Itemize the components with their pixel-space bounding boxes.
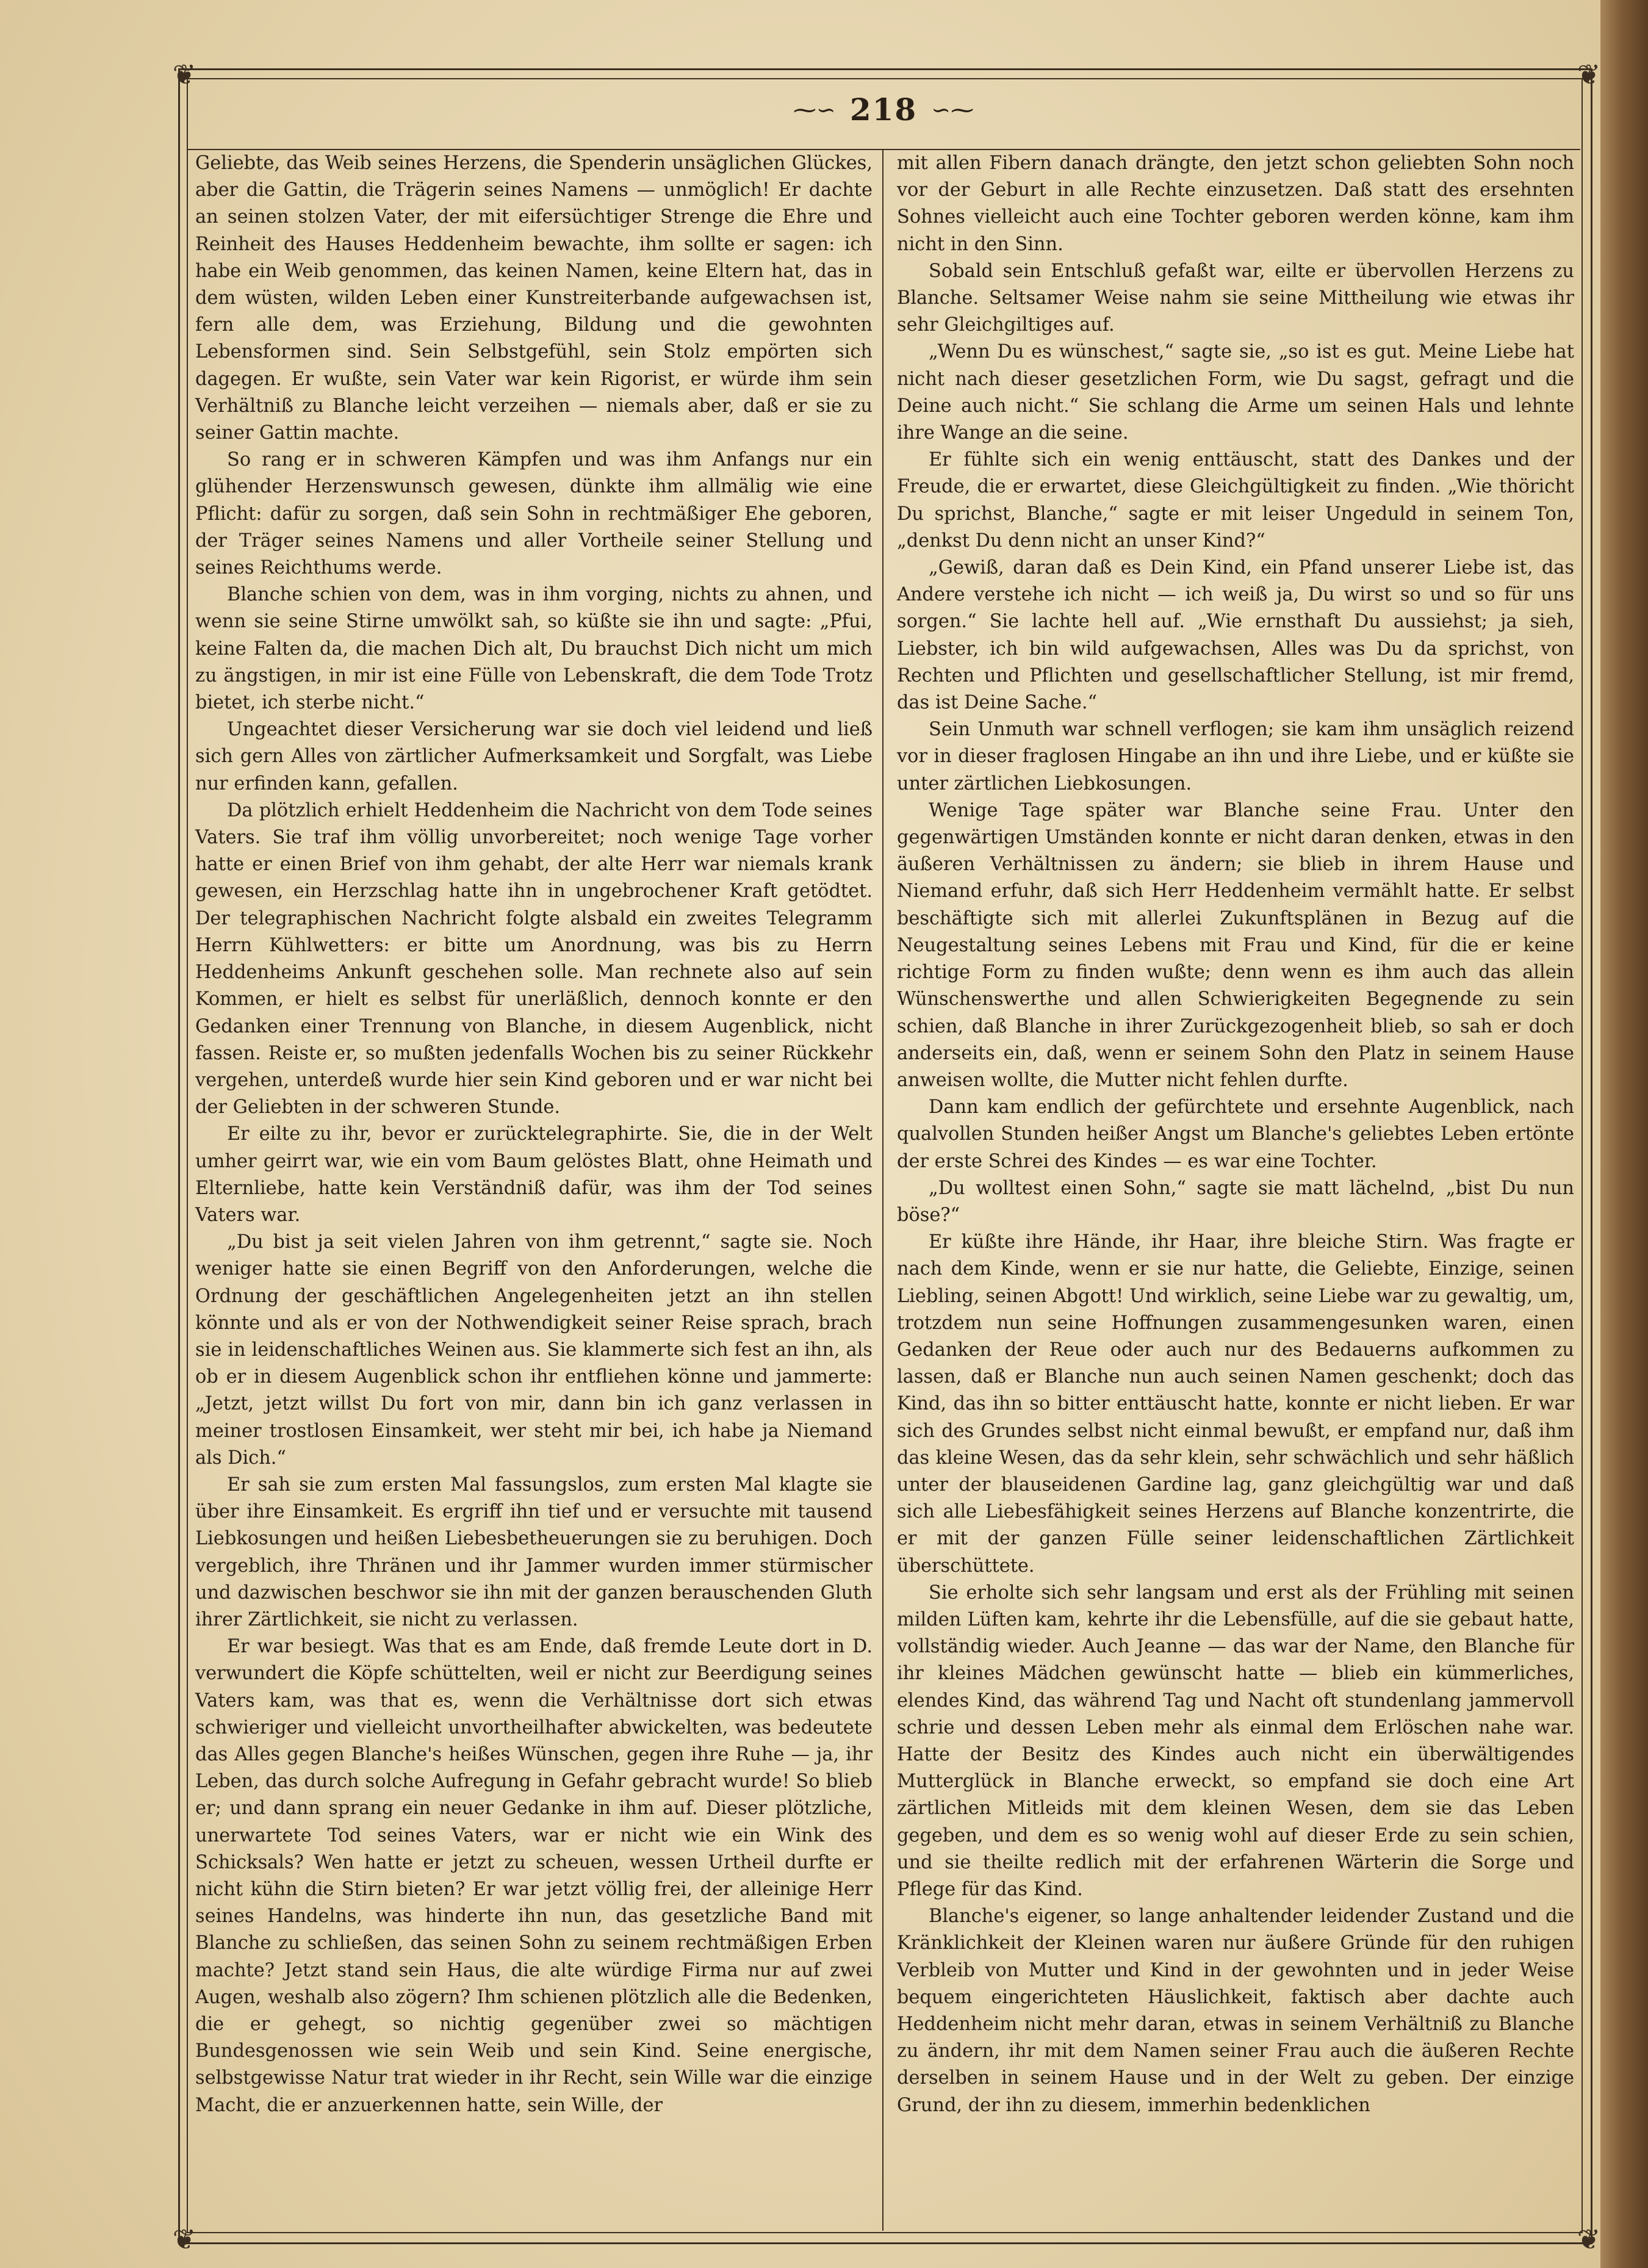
paragraph: Er küßte ihre Hände, ihr Haar, ihre bleiche Stirn. Was fragte er nach dem Kinde, wenn er sie nur hatte, die Geliebte, Einzige, seinen Liebling, seinen Abgott! Und wirklich, seine Liebe war zu gewaltig, um, trotzdem nun seine Hoffnungen zusammengesunken waren, einen Gedanken der Reue oder auch nur des Bedauerns aufkommen zu lassen, daß er Blanche nun auch seinen Namen geschenkt; doch das Kind, das ihn so bitter enttäuscht hatte, konnte er nicht lieben. Er war sich des Grundes selbst nicht einmal bewußt, er empfand nur, daß ihm das kleine Wesen, das da sehr klein, sehr schwächlich und sehr häßlich unter der blauseidenen Gardine lag, ganz gleichgültig war und daß sich alle Liebesfähigkeit seines Herzens auf Blanche konzentrirte, die er mit der ganzen Fülle seiner leidenschaftlichen Zärtlichkeit überschüttete. [897,1231,1574,1577]
corner-ornament-icon: ❦ [1577,58,1601,91]
paragraph: Geliebte, das Weib seines Herzens, die Spenderin unsäglichen Glückes, aber die Gattin, die Trägerin seines Namens — unmöglich! Er dachte an seinen stolzen Vater, der mit eifersüchtiger Strenge die Ehre und Reinheit des Hauses Heddenheim bewachte, ihm sollte er sagen: ich habe ein Weib genommen, das keinen Namen, keine Eltern hat, das in dem wüsten, wilden Leben einer Kunstreiterbande aufgewachsen ist, fern alle dem, was Erziehung, Bildung und die gewohnten Lebensformen sind. Sein Selbstgefühl, sein Stolz empörten sich dagegen. Er wußte, sein Vater war kein Rigorist, er würde ihm sein Verhältniß zu Blanche leicht verzeihen — niemals aber, daß er sie zu seiner Gattin machte. [195,153,873,444]
book-binding-edge [1600,0,1648,2268]
page-number: 218 [849,92,918,128]
paragraph: „Du wolltest einen Sohn,“ sagte sie matt lächelnd, „bist Du nun böse?“ [897,1177,1574,1226]
paragraph: Sie erholte sich sehr langsam und erst als der Frühling mit seinen milden Lüften kam, kehrte ihr die Lebensfülle, auf die sie gebaut hatte, vollständig wieder. Auch Jeanne — das war der Name, den Blanche für ihr kleines Mädchen gewünscht hatte — blieb ein kümmerliches, elendes Kind, das während Tag und Nacht oft stundenlang jammervoll schrie und dessen Leben mehr als einmal dem Erlöschen nahe war. Hatte der Besitz des Kindes auch nicht ein überwältigendes Mutterglück in Blanche erweckt, so empfand sie doch eine Art zärtlichen Mitleids mit dem kleinen Wesen, dem sie das Leben gegeben, und dem es so wenig wohl auf dieser Erde zu sein schien, und sie theilte redlich mit der erfahrenen Wärterin die Sorge und Pflege für das Kind. [897,1582,1574,1900]
paragraph: Er eilte zu ihr, bevor er zurücktelegraphirte. Sie, die in der Welt umher geirrt war, wie ein vom Baum gelöstes Blatt, ohne Heimath und Elternliebe, hatte kein Verständniß dafür, was ihm der Tod seines Vaters war. [195,1123,873,1226]
paragraph: Wenige Tage später war Blanche seine Frau. Unter den gegenwärtigen Umständen konnte er nicht daran denken, etwas in den äußeren Verhältnissen zu ändern; sie blieb in ihrem Hause und Niemand erfuhr, daß sich Herr Heddenheim vermählt hatte. Er selbst beschäftigte sich mit allerlei Zukunftsplänen in Bezug auf die Neugestaltung seines Lebens mit Frau und Kind, für die er keine richtige Form zu finden wußte; denn wenn es ihm auch das allein Wünschenswerthe und allen Schwierigkeiten Begegnende zu sein schien, daß Blanche in ihrer Zurückgezogenheit blieb, so sah er doch anderseits ein, daß, wenn er seinem Sohn den Platz in seinem Hause anweisen wollte, die Mutter nicht fehlen durfte. [897,799,1574,1091]
paragraph: So rang er in schweren Kämpfen und was ihm Anfangs nur ein glühender Herzenswunsch gewesen, dünkte ihm allmälig wie eine Pflicht: dafür zu sorgen, daß sein Sohn in rechtmäßiger Ehe geboren, der Träger seines Namens und aller Vortheile seiner Stellung und seines Reichthums werde. [195,449,873,579]
right-column [897,150,1574,2212]
paragraph: „Du bist ja seit vielen Jahren von ihm getrennt,“ sagte sie. Noch weniger hatte sie einen Begriff von den Anforderungen, welche die Ordnung der geschäftlichen Angelegenheiten jetzt an ihn stellen könnte und als er von der Nothwendigkeit seiner Reise sprach, brach sie in leidenschaftliches Weinen aus. Sie klammerte sich fest an ihn, als ob er in diesem Augenblick schon ihr entfliehen könne und jammerte: „Jetzt, jetzt willst Du fort von mir, dann bin ich ganz verlassen in meiner trostlosen Einsamkeit, wer steht mir bei, ich habe ja Niemand als Dich.“ [195,1231,873,1469]
paragraph: Da plötzlich erhielt Heddenheim die Nachricht von dem Tode seines Vaters. Sie traf ihm völlig unvorbereitet; noch wenige Tage vorher hatte er einen Brief von ihm gehabt, der alte Herr war niemals krank gewesen, ein Herzschlag hatte ihn in ungebrochener Kraft getödtet. Der telegraphischen Nachricht folgte alsbald ein zweites Telegramm Herrn Kühlwetters: er bitte um Anordnung, was bis zu Herrn Heddenheims Ankunft geschehen solle. Man rechnete also auf sein Kommen, er hielt es selbst für unerläßlich, dennoch konnte er den Gedanken einer Trennung von Blanche, in diesem Augenblick, nicht fassen. Reiste er, so mußten jedenfalls Wochen bis zu seiner Rückkehr vergehen, unterdeß wurde hier sein Kind geboren und er war nicht bei der Geliebten in der schweren Stunde. [195,799,873,1118]
paragraph: Sein Unmuth war schnell verflogen; sie kam ihm unsäglich reizend vor in dieser fraglosen Hingabe an ihn und ihre Liebe, und er küßte sie unter zärtlichen Liebkosungen. [897,719,1574,794]
paragraph: Er war besiegt. Was that es am Ende, daß fremde Leute dort in D. verwundert die Köpfe schüttelten, weil er nicht zur Beerdigung seines Vaters kam, was that es, wenn die Verhältnisse dort sich etwas schwieriger und vielleicht unvortheilhafter abwickelten, was bedeutete das Alles gegen Blanche's heißes Wünschen, gegen ihre Ruhe — ja, ihr Leben, das durch solche Aufregung in Gefahr gebracht wurde! So blieb er; und dann sprang ein neuer Gedanke in ihm auf. Dieser plötzliche, unerwartete Tod seines Vaters, war er nicht wie ein Wink des Schicksals? Wen hatte er jetzt zu scheuen, wessen Urtheil durfte er nicht kühn die Stirn bieten? Er war jetzt völlig frei, der alleinige Herr seines Handelns, was hinderte ihn nun, das gesetzliche Band mit Blanche zu schließen, das seinen Sohn zu seinem rechtmäßigen Erben machte? Jetzt stand sein Haus, die alte würdige Firma nur auf zwei Augen, weshalb also zögern? Ihm schienen plötzlich alle die Bedenken, die er gehegt, so nichtig gegenüber zwei so mächtigen Bundesgenossen wie sein Weib und sein Kind. Seine energische, selbstgewisse Natur trat wieder in ihr Recht, sein Wille war die einzige Macht, die er anzuerkennen hatte, sein Wille, der [195,1636,873,2116]
corner-ornament-icon: ❦ [172,58,196,91]
paragraph: „Wenn Du es wünschest,“ sagte sie, „so ist es gut. Meine Liebe hat nicht nach dieser gesetzlichen Form, wie Du sagst, gefragt und die Deine auch nicht.“ Sie schlang die Arme um seinen Hals und lehnte ihre Wange an die seine. [897,341,1574,444]
page-header [187,92,1580,153]
paragraph: mit allen Fibern danach drängte, den jetzt schon geliebten Sohn noch vor der Geburt in alle Rechte einzusetzen. Daß statt des ersehnten Sohnes vielleicht auch eine Tochter geboren werden könne, kam ihm nicht in den Sinn. [897,153,1574,255]
corner-ornament-icon: ❦ [172,2223,196,2256]
column-divider [882,150,883,2231]
right-flourish-icon: ∽⁓ [931,96,974,123]
paragraph: Dann kam endlich der gefürchtete und ersehnte Augenblick, nach qualvollen Stunden heißer Angst um Blanche's geliebtes Leben ertönte der erste Schrei des Kindes — es war eine Tochter. [897,1096,1574,1172]
paragraph: Sobald sein Entschluß gefaßt war, eilte er übervollen Herzens zu Blanche. Seltsamer Weise nahm sie seine Mittheilung wie etwas ihr sehr Gleichgiltiges auf. [897,260,1574,336]
left-flourish-icon: ⁓∽ [793,96,836,123]
corner-ornament-icon: ❦ [1577,2223,1601,2256]
paragraph: Er sah sie zum ersten Mal fassungslos, zum ersten Mal klagte sie über ihre Einsamkeit. Es ergriff ihn tief und er versuchte mit tausend Liebkosungen und heißen Liebesbetheuerungen sie zu beruhigen. Doch vergeblich, ihre Thränen und ihr Jammer wurden immer stürmischer und dazwischen beschwor sie ihn mit der ganzen berauschenden Gluth ihrer Zärtlichkeit, sie nicht zu verlassen. [195,1474,873,1630]
paragraph: „Gewiß, daran daß es Dein Kind, ein Pfand unserer Liebe ist, das Andere verstehe ich nicht — ich weiß ja, Du wirst so und so für uns sorgen.“ Sie lachte hell auf. „Wie ernsthaft Du aussiehst; ja sieh, Liebster, ich bin wild aufgewachsen, Alles was Du da sprichst, von Rechten und Pflichten und gesellschaftlicher Stellung, ist mir fremd, das ist Deine Sache.“ [897,557,1574,714]
paragraph: Blanche's eigener, so lange anhaltender leidender Zustand und die Kränklichkeit der Kleinen waren nur äußere Gründe für den ruhigen Verbleib von Mutter und Kind in der gewohnten und in jeder Weise bequem eingerichteten Häuslichkeit, faktisch aber dachte auch Heddenheim nicht mehr daran, etwas in seinem Verhältniß zu Blanche zu ändern, ihr mit dem Namen seiner Frau auch die äußeren Rechte derselben in seinem Hause und in der Welt zu geben. Der einzige Grund, der ihn zu diesem, immerhin bedenklichen [897,1906,1574,2116]
paragraph: Er fühlte sich ein wenig enttäuscht, statt des Dankes und der Freude, die er erwartet, diese Gleichgültigkeit zu finden. „Wie thöricht Du sprichst, Blanche,“ sagte er mit leiser Ungeduld in seinem Ton, „denkst Du denn nicht an unser Kind?“ [897,449,1574,552]
paragraph: Blanche schien von dem, was in ihm vorging, nichts zu ahnen, und wenn sie seine Stirne umwölkt sah, so küßte sie ihn und sagte: „Pfui, keine Falten da, die machen Dich alt, Du brauchst Dich nicht um mich zu ängstigen, in mir ist eine Fülle von Lebenskraft, die dem Tode Trotz bietet, ich sterbe nicht.“ [195,584,873,714]
paragraph: Ungeachtet dieser Versicherung war sie doch viel leidend und ließ sich gern Alles von zärtlicher Aufmerksamkeit und Sorgfalt, was Liebe nur erfinden kann, gefallen. [195,719,873,794]
left-column [195,150,873,2212]
